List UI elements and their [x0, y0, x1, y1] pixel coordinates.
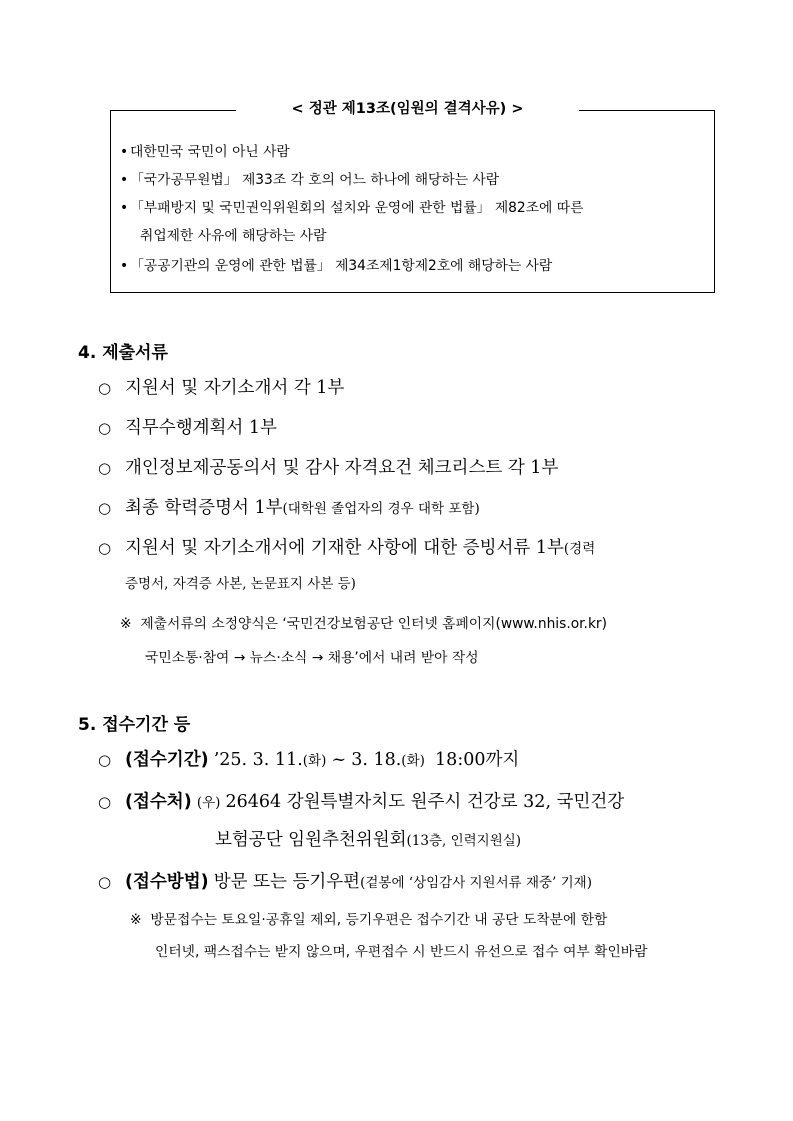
doc-item-5: ○ 지원서 및 자기소개서에 기재한 사항에 대한 증빙서류 1부(경력	[98, 538, 596, 558]
doc-item-3: ○ 개인정보제공동의서 및 감사 자격요건 체크리스트 각 1부	[98, 458, 559, 478]
article-item-3-cont: 취업제한 사유에 해당하는 사람	[140, 228, 327, 244]
article-item-3: • 「부패방지 및 국민권익위원회의 설치와 운영에 관한 법률」 제82조에 따른	[120, 200, 584, 216]
section-4-note-line-1: ※ 제출서류의 소정양식은 ‘국민건강보험공단 인터넷 홈페이지(www.nhis.or.kr)	[120, 616, 607, 632]
section-5-heading: 5. 접수기간 등	[78, 715, 191, 735]
section-4-note-line-2: 국민소통·참여 → 뉴스·소식 → 채용’에서 내려 받아 작성	[145, 650, 479, 666]
section-5-note-line-2: 인터넷, 팩스접수는 받지 않으며, 우편접수 시 반드시 유선으로 접수 여부 확인바람	[155, 944, 648, 960]
doc-item-2: ○ 직무수행계획서 1부	[98, 418, 277, 438]
article-item-4: • 「공공기관의 운영에 관한 법률」 제34조제1항제2호에 해당하는 사람	[120, 258, 553, 274]
article-item-1: • 대한민국 국민이 아닌 사람	[120, 144, 290, 160]
doc-item-4: ○ 최종 학력증명서 1부(대학원 졸업자의 경우 대학 포함)	[98, 498, 480, 518]
section-4-heading: 4. 제출서류	[78, 343, 168, 363]
article-item-2: • 「국가공무원법」 제33조 각 호의 어느 하나에 해당하는 사람	[120, 172, 500, 188]
doc-item-1: ○ 지원서 및 자기소개서 각 1부	[98, 378, 345, 398]
receipt-place-cont: 보험공단 임원추천위원회(13층, 인력지원실)	[215, 830, 522, 850]
section-5-note-line-1: ※ 방문접수는 토요일·공휴일 제외, 등기우편은 접수기간 내 공단 도착분에 한함	[130, 912, 608, 928]
article-box-title: < 정관 제13조(임원의 결격사유) >	[236, 96, 579, 122]
receipt-method: ○ (접수방법) 방문 또는 등기우편(겉봉에 ‘상임감사 지원서류 재중’ 기재)	[98, 872, 592, 892]
doc-item-5-cont: 증명서, 자격증 사본, 논문표지 사본 등)	[125, 576, 356, 592]
receipt-place: ○ (접수처) (우) 26464 강원특별자치도 원주시 건강로 32, 국민건강	[98, 792, 625, 812]
receipt-period: ○ (접수기간) ’25. 3. 11.(화) ~ 3. 18.(화) 18:00까지	[98, 750, 520, 770]
